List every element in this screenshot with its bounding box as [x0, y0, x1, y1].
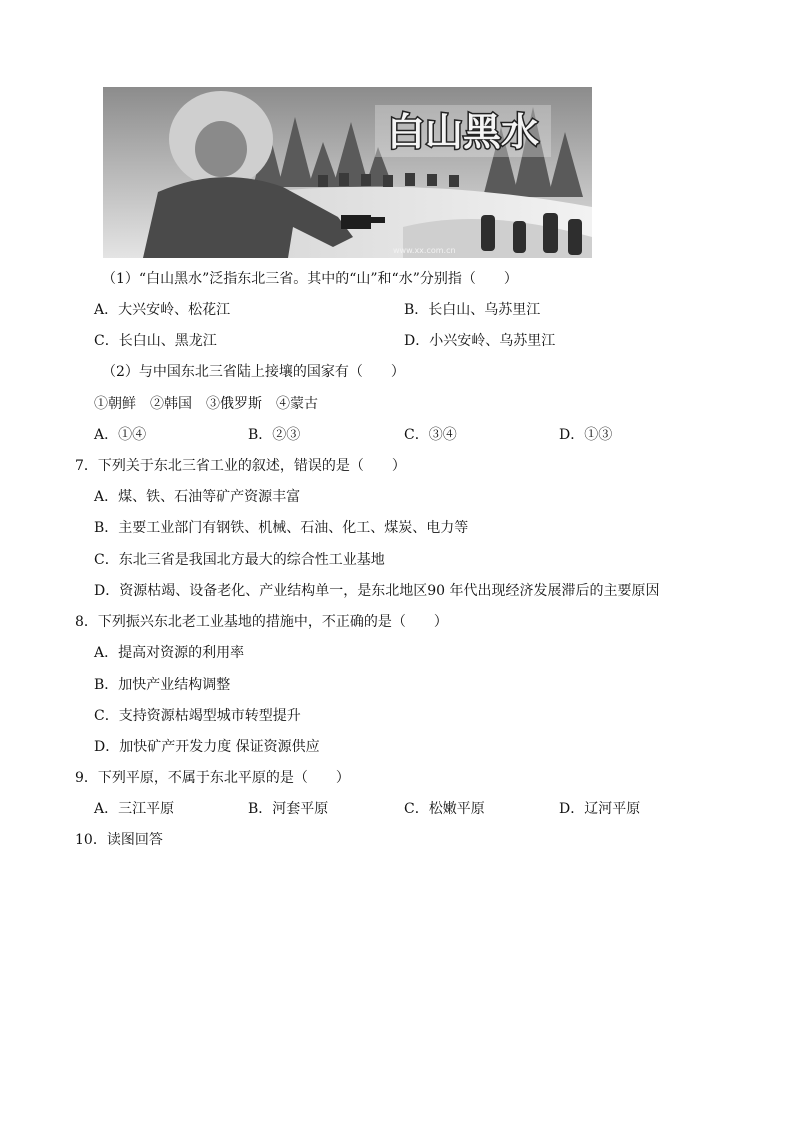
- q6-sub2-option-b[interactable]: B．②③: [248, 427, 301, 443]
- q6-sub2-option-d[interactable]: D．①③: [559, 427, 613, 443]
- q10-stem: 10．读图回答: [75, 832, 163, 848]
- q9-option-b[interactable]: B．河套平原: [248, 801, 329, 817]
- q6-sub1-option-c[interactable]: C．长白山、黑龙江: [94, 333, 217, 349]
- q6-sub1-option-a[interactable]: A．大兴安岭、松花江: [94, 302, 231, 318]
- q9-option-a[interactable]: A．三江平原: [94, 801, 175, 817]
- photo-illustration: [103, 87, 592, 258]
- q7-option-d[interactable]: D．资源枯竭、设备老化、产业结构单一，是东北地区90 年代出现经济发展滞后的主要原因: [94, 583, 660, 599]
- q6-sub1-option-b[interactable]: B．长白山、乌苏里江: [404, 302, 541, 318]
- baishan-heishui-photo: [103, 87, 592, 258]
- q6-sub2-option-c[interactable]: C．③④: [404, 427, 457, 443]
- q7-option-a[interactable]: A．煤、铁、石油等矿产资源丰富: [94, 489, 301, 505]
- q8-option-d[interactable]: D．加快矿产开发力度 保证资源供应: [94, 739, 320, 755]
- q7-option-b[interactable]: B．主要工业部门有钢铁、机械、石油、化工、煤炭、电力等: [94, 520, 469, 536]
- q8-option-b[interactable]: B．加快产业结构调整: [94, 677, 231, 693]
- q8-stem: 8．下列振兴东北老工业基地的措施中，不正确的是（ ）: [75, 614, 448, 630]
- q8-option-c[interactable]: C．支持资源枯竭型城市转型提升: [94, 708, 301, 724]
- q7-option-c[interactable]: C．东北三省是我国北方最大的综合性工业基地: [94, 552, 385, 568]
- q6-sub2-choices: ①朝鲜 ②韩国 ③俄罗斯 ④蒙古: [94, 396, 318, 412]
- photo-title: [375, 105, 551, 157]
- q9-option-d[interactable]: D．辽河平原: [559, 801, 641, 817]
- q7-stem: 7．下列关于东北三省工业的叙述，错误的是（ ）: [75, 458, 406, 474]
- q6-sub1-option-d[interactable]: D．小兴安岭、乌苏里江: [404, 333, 556, 349]
- q6-sub2-option-a[interactable]: A．①④: [94, 427, 147, 443]
- q8-option-a[interactable]: A．提高对资源的利用率: [94, 645, 245, 661]
- q9-stem: 9．下列平原，不属于东北平原的是（ ）: [75, 770, 350, 786]
- q6-sub2-stem: （2）与中国东北三省陆上接壤的国家有（ ）: [102, 364, 405, 380]
- q9-option-c[interactable]: C．松嫩平原: [404, 801, 485, 817]
- svg-text:白山黑水: 白山黑水: [386, 110, 540, 154]
- q6-sub1-stem: （1）“白山黑水”泛指东北三省。其中的“山”和“水”分别指（ ）: [102, 271, 518, 287]
- photo-caption: www.xx.com.cn: [393, 246, 456, 255]
